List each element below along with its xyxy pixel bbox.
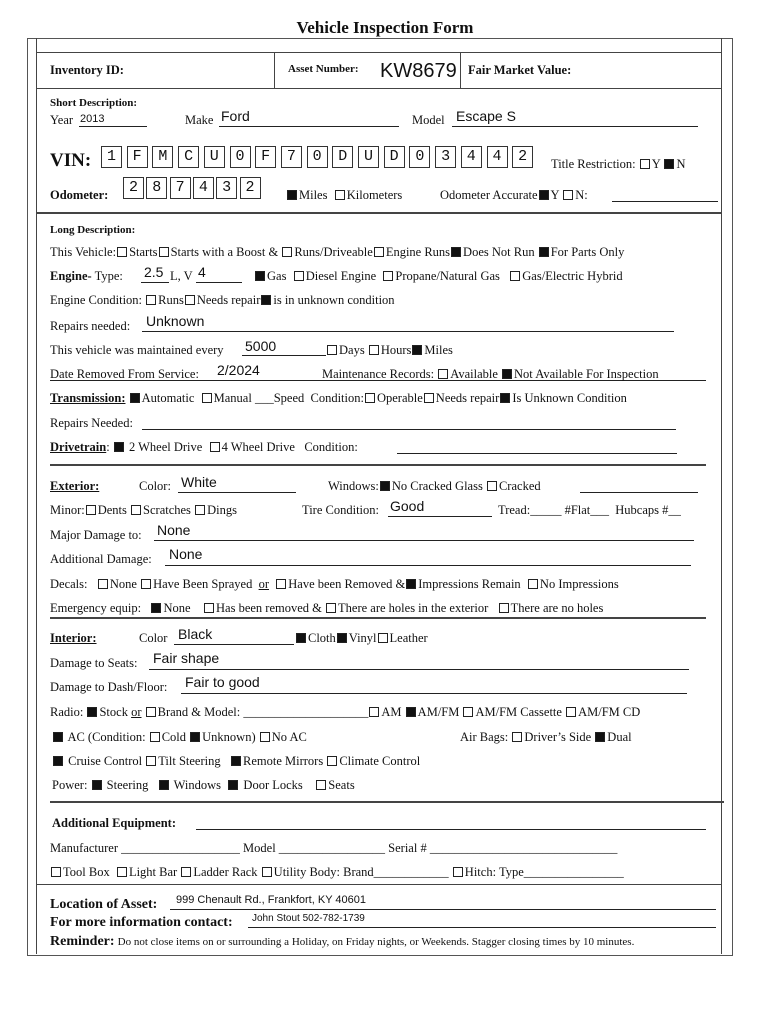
dents-checkbox[interactable]: [86, 505, 96, 515]
amfm-checkbox[interactable]: [406, 707, 416, 717]
manufacturer-row: Manufacturer ___________________ Model _________________ Serial # ______________________________: [50, 841, 618, 855]
airbags-row: Air Bags: Driver’s Side Dual: [460, 730, 632, 744]
minor-row: Minor: Dents Scratches Dings: [50, 503, 237, 517]
hitch-checkbox[interactable]: [453, 867, 463, 877]
odometer-digit-box[interactable]: 2: [123, 177, 144, 199]
decals-none-checkbox[interactable]: [98, 579, 108, 589]
damage-dash-value[interactable]: Fair to good: [185, 674, 260, 690]
vin-char-box[interactable]: U: [204, 146, 225, 168]
year-value[interactable]: 2013: [80, 113, 105, 125]
odometer-digit-box[interactable]: 7: [170, 177, 191, 199]
trans-needs-repair-checkbox[interactable]: [424, 393, 434, 403]
operable-checkbox[interactable]: [365, 393, 375, 403]
dings-checkbox[interactable]: [195, 505, 205, 515]
location-value[interactable]: 999 Chenault Rd., Frankfort, KY 40601: [176, 894, 366, 906]
cracked-checkbox[interactable]: [487, 481, 497, 491]
asset-number-value[interactable]: KW8679: [380, 60, 457, 82]
boost-checkbox[interactable]: [159, 247, 169, 257]
interval-miles-checkbox[interactable]: [412, 345, 422, 355]
eng-runs-checkbox[interactable]: [146, 295, 156, 305]
vin-char-box[interactable]: 0: [409, 146, 430, 168]
drivetrain-row: Drivetrain: 2 Wheel Drive 4 Wheel Drive Condition:: [50, 440, 358, 454]
propane-checkbox[interactable]: [383, 271, 393, 281]
engine-runs-checkbox[interactable]: [374, 247, 384, 257]
mirrors-checkbox[interactable]: [231, 756, 241, 766]
tire-condition-label: Tire Condition:: [302, 503, 379, 517]
sprayed-checkbox[interactable]: [141, 579, 151, 589]
additional-damage-label: Additional Damage:: [50, 552, 152, 566]
accurate-n-checkbox[interactable]: [563, 190, 573, 200]
vin-char-box[interactable]: 0: [307, 146, 328, 168]
miles-checkbox[interactable]: [287, 190, 297, 200]
hybrid-checkbox[interactable]: [510, 271, 520, 281]
interior-label: Interior:: [50, 631, 97, 645]
starts-checkbox[interactable]: [117, 247, 127, 257]
cassette-checkbox[interactable]: [463, 707, 473, 717]
short-description-label: Short Description:: [50, 97, 138, 109]
engine-cylinders-value[interactable]: 4: [198, 264, 206, 280]
equipment-options-row: Tool Box Light Bar Ladder Rack Utility Body: Brand____________ Hitch: Type________________: [50, 865, 624, 880]
no-impressions-checkbox[interactable]: [528, 579, 538, 589]
vin-char-box[interactable]: C: [178, 146, 199, 168]
diesel-checkbox[interactable]: [294, 271, 304, 281]
major-damage-label: Major Damage to:: [50, 528, 142, 542]
damage-seats-label: Damage to Seats:: [50, 656, 138, 670]
no-ac-checkbox[interactable]: [260, 732, 270, 742]
cd-checkbox[interactable]: [566, 707, 576, 717]
model-value[interactable]: Escape S: [456, 108, 516, 124]
vin-char-box[interactable]: M: [152, 146, 173, 168]
make-label: Make: [185, 113, 214, 127]
windows-row: Windows: No Cracked Glass Cracked: [328, 479, 541, 493]
parts-only-checkbox[interactable]: [539, 247, 549, 257]
vinyl-checkbox[interactable]: [337, 633, 347, 643]
power-steering-checkbox[interactable]: [92, 780, 102, 790]
odometer-digit-box[interactable]: 8: [146, 177, 167, 199]
title-n-checkbox[interactable]: [664, 159, 674, 169]
ac-row: AC (Condition: Cold Unknown) No AC: [52, 730, 307, 745]
power-row: Power: Steering Windows Door Locks Seats: [52, 778, 355, 792]
vin-char-box[interactable]: U: [358, 146, 379, 168]
four-wd-checkbox[interactable]: [210, 442, 220, 452]
impressions-remain-checkbox[interactable]: [406, 579, 416, 589]
asset-number-label: Asset Number:: [288, 63, 359, 75]
no-holes-checkbox[interactable]: [499, 603, 509, 613]
vin-char-box[interactable]: 7: [281, 146, 302, 168]
records-not-available-checkbox[interactable]: [502, 369, 512, 379]
driver-airbag-checkbox[interactable]: [512, 732, 522, 742]
hours-checkbox[interactable]: [369, 345, 379, 355]
vin-char-box[interactable]: D: [332, 146, 353, 168]
radio-brand-checkbox[interactable]: [146, 707, 156, 717]
utility-checkbox[interactable]: [262, 867, 272, 877]
ext-color-value[interactable]: White: [181, 474, 217, 490]
days-checkbox[interactable]: [327, 345, 337, 355]
title-y-checkbox[interactable]: [640, 159, 650, 169]
vin-char-box[interactable]: 4: [487, 146, 508, 168]
transmission-row: Transmission: Automatic Manual ___Speed Condition: Operable Needs repair Is Unknown Condition: [50, 391, 627, 405]
runs-driveable-checkbox[interactable]: [282, 247, 292, 257]
date-removed-label: Date Removed From Service:: [50, 367, 199, 381]
odometer-digit-box[interactable]: 3: [216, 177, 237, 199]
vin-char-box[interactable]: 0: [230, 146, 251, 168]
features-row: Cruise Control Tilt Steering Remote Mirrors Climate Control: [52, 754, 420, 769]
eng-needs-repair-checkbox[interactable]: [185, 295, 195, 305]
vin-char-box[interactable]: F: [255, 146, 276, 168]
vin-char-box[interactable]: 4: [461, 146, 482, 168]
maintained-label: This vehicle was maintained every: [50, 343, 224, 357]
major-damage-value[interactable]: None: [157, 522, 191, 538]
reminder-row: Reminder: Do not close items on or surrounding a Holiday, on Friday nights, or Weekends. Stagger closing times by 10 minutes.: [50, 934, 635, 949]
toolbox-checkbox[interactable]: [51, 867, 61, 877]
radio-row: Radio: Stock or Brand & Model: ____________________ AM AM/FM AM/FM Cassette AM/FM CD: [50, 705, 641, 719]
emergency-row: Emergency equip: None Has been removed & There are holes in the exterior There are no holes: [50, 601, 604, 615]
maintained-value[interactable]: 5000: [245, 338, 277, 354]
gas-checkbox[interactable]: [255, 271, 265, 281]
manual-checkbox[interactable]: [202, 393, 212, 403]
long-description-label: Long Description:: [50, 224, 136, 236]
odometer-digit-box[interactable]: 2: [240, 177, 261, 199]
upholstery-row: Cloth Vinyl Leather: [295, 631, 428, 646]
cloth-checkbox[interactable]: [296, 633, 306, 643]
this-vehicle-row: This Vehicle: Starts Starts with a Boost & Runs/Driveable Engine Runs Does Not Run For Parts Only: [50, 245, 625, 259]
kilometers-checkbox[interactable]: [335, 190, 345, 200]
fuel-row: Gas Diesel Engine Propane/Natural Gas Gas/Electric Hybrid: [254, 269, 623, 284]
title-restriction-label: Title Restriction: Y N: [551, 157, 686, 171]
vin-char-box[interactable]: F: [127, 146, 148, 168]
decals-removed-checkbox[interactable]: [276, 579, 286, 589]
odometer-accurate: Odometer Accurate Y N:: [440, 188, 588, 202]
repairs-needed-2-label: Repairs Needed:: [50, 416, 133, 430]
vin-char-box[interactable]: D: [384, 146, 405, 168]
repairs-needed-value[interactable]: Unknown: [146, 313, 205, 329]
lv-label: L, V: [170, 269, 193, 283]
exterior-label: Exterior:: [50, 479, 100, 493]
maint-records-row: Maintenance Records: Available Not Available For Inspection: [322, 367, 659, 381]
automatic-checkbox[interactable]: [130, 393, 140, 403]
int-color-label: Color: [139, 631, 168, 645]
tread-row: Tread:_____ #Flat___ Hubcaps #__: [498, 503, 681, 517]
repairs-needed-label: Repairs needed:: [50, 319, 131, 333]
contact-value[interactable]: John Stout 502-782-1739: [252, 913, 365, 924]
date-removed-value[interactable]: 2/2024: [217, 362, 260, 378]
ac-cold-checkbox[interactable]: [150, 732, 160, 742]
lightbar-checkbox[interactable]: [117, 867, 127, 877]
records-available-checkbox[interactable]: [438, 369, 448, 379]
power-seats-checkbox[interactable]: [316, 780, 326, 790]
form-title: Vehicle Inspection Form: [296, 18, 474, 37]
ladder-checkbox[interactable]: [181, 867, 191, 877]
trans-unknown-checkbox[interactable]: [500, 393, 510, 403]
cruise-checkbox[interactable]: [53, 756, 63, 766]
location-label: Location of Asset:: [50, 897, 158, 912]
door-locks-checkbox[interactable]: [228, 780, 238, 790]
model-label: Model: [412, 113, 445, 127]
vin-label: VIN:: [50, 150, 92, 171]
ext-color-label: Color:: [139, 479, 171, 493]
fair-market-value-label: Fair Market Value:: [468, 63, 572, 77]
climate-checkbox[interactable]: [327, 756, 337, 766]
ac-checkbox[interactable]: [53, 732, 63, 742]
two-wd-checkbox[interactable]: [114, 442, 124, 452]
decals-row: Decals: None Have Been Sprayed or Have been Removed & Impressions Remain No Impressions: [50, 577, 619, 591]
dual-airbag-checkbox[interactable]: [595, 732, 605, 742]
odometer-label: Odometer:: [50, 188, 109, 202]
engine-condition-row: Engine Condition: Runs Needs repair is in unknown condition: [50, 293, 395, 307]
interval-units: Days Hours Miles: [326, 343, 453, 358]
year-label: Year: [50, 113, 74, 127]
emergency-none-checkbox[interactable]: [151, 603, 161, 613]
does-not-run-checkbox[interactable]: [451, 247, 461, 257]
holes-checkbox[interactable]: [326, 603, 336, 613]
radio-stock-checkbox[interactable]: [87, 707, 97, 717]
scratches-checkbox[interactable]: [131, 505, 141, 515]
odometer-units: Miles Kilometers: [286, 188, 402, 203]
power-windows-checkbox[interactable]: [159, 780, 169, 790]
contact-label: For more information contact:: [50, 915, 233, 930]
tire-condition-value[interactable]: Good: [390, 498, 425, 514]
tilt-checkbox[interactable]: [146, 756, 156, 766]
inventory-id-label: Inventory ID:: [50, 63, 124, 77]
vin-char-box[interactable]: 2: [512, 146, 533, 168]
odometer-digit-box[interactable]: 4: [193, 177, 214, 199]
ac-unknown-checkbox[interactable]: [190, 732, 200, 742]
make-value[interactable]: Ford: [221, 108, 250, 124]
emergency-removed-checkbox[interactable]: [204, 603, 214, 613]
int-color-value[interactable]: Black: [178, 626, 213, 642]
additional-damage-value[interactable]: None: [169, 546, 203, 562]
engine-liters-value[interactable]: 2.5: [144, 264, 164, 280]
vin-char-box[interactable]: 3: [435, 146, 456, 168]
additional-equipment-label: Additional Equipment:: [52, 816, 176, 830]
accurate-y-checkbox[interactable]: [539, 190, 549, 200]
damage-seats-value[interactable]: Fair shape: [153, 650, 220, 666]
vin-char-box[interactable]: 1: [101, 146, 122, 168]
damage-dash-label: Damage to Dash/Floor:: [50, 680, 168, 694]
leather-checkbox[interactable]: [378, 633, 388, 643]
am-checkbox[interactable]: [369, 707, 379, 717]
engine-row: Engine- Type:: [50, 269, 123, 283]
eng-unknown-checkbox[interactable]: [261, 295, 271, 305]
no-cracked-glass-checkbox[interactable]: [380, 481, 390, 491]
